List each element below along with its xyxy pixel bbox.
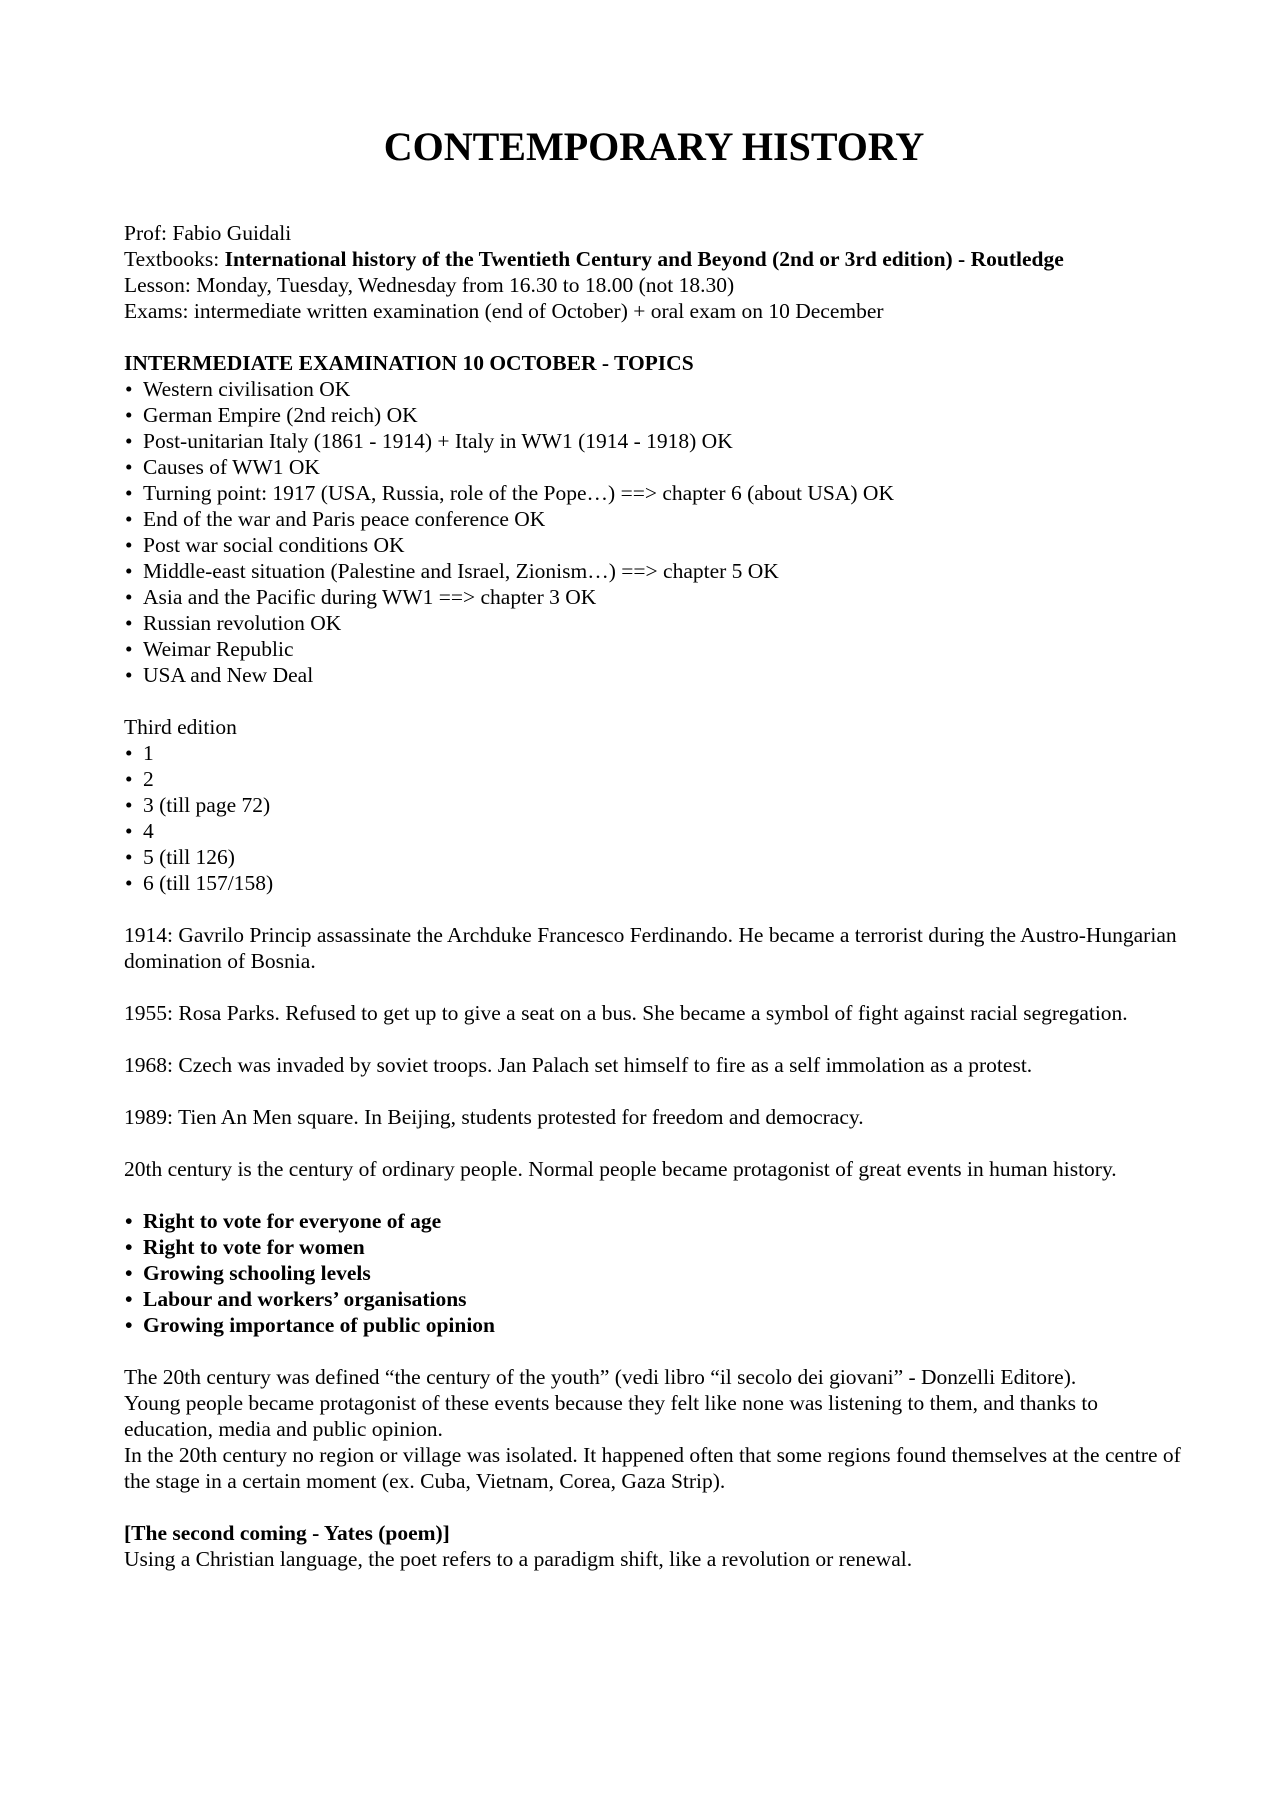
rights-item: • Right to vote for everyone of age — [124, 1208, 1184, 1234]
rights-item: • Growing importance of public opinion — [124, 1312, 1184, 1338]
textbooks-line — [124, 246, 1184, 272]
textbooks-value: International history of the Twentieth Century and Beyond (2nd or 3rd edition) - Routledge — [224, 247, 1064, 271]
topic-item: • German Empire (2nd reich) OK — [124, 402, 1184, 428]
spacer — [124, 896, 1184, 922]
topic-item: • Weimar Republic — [124, 636, 1184, 662]
third-edition-heading: Third edition — [124, 715, 237, 739]
topic-item: • Russian revolution OK — [124, 610, 1184, 636]
poem-text: Using a Christian language, the poet refers to a paradigm shift, like a revolution or renewal. — [124, 1547, 913, 1571]
page-title: CONTEMPORARY HISTORY — [383, 124, 925, 169]
document-content — [124, 118, 1184, 1572]
third-edition-section — [124, 714, 1184, 896]
course-info — [124, 220, 1184, 324]
spacer — [124, 1338, 1184, 1364]
rights-item: • Labour and workers’ organisations — [124, 1286, 1184, 1312]
spacer — [124, 1130, 1184, 1156]
textbooks-label: Textbooks: — [124, 247, 225, 271]
chapter-item: • 1 — [124, 740, 1184, 766]
poem-section — [124, 1520, 1184, 1572]
poem-heading: [The second coming - Yates (poem)] — [124, 1521, 450, 1545]
century-paragraph: 20th century is the century of ordinary people. Normal people became protagonist of great events in human history. — [124, 1157, 1117, 1181]
youth-paragraph-1: The 20th century was defined “the century of the youth” (vedi libro “il secolo dei giovani” - Donzelli Editore). — [124, 1365, 1077, 1389]
chapter-item: • 4 — [124, 818, 1184, 844]
event-paragraph-1955: 1955: Rosa Parks. Refused to get up to give a seat on a bus. She became a symbol of fight against racial segregation. — [124, 1001, 1128, 1025]
event-paragraph-1989: 1989: Tien An Men square. In Beijing, students protested for freedom and democracy. — [124, 1105, 864, 1129]
chapter-item: • 3 (till page 72) — [124, 792, 1184, 818]
rights-item: • Right to vote for women — [124, 1234, 1184, 1260]
topics-section — [124, 350, 1184, 688]
topics-list — [124, 376, 1184, 688]
spacer — [124, 324, 1184, 350]
topic-item: • Western civilisation OK — [124, 376, 1184, 402]
event-paragraph-1914: 1914: Gavrilo Princip assassinate the Archduke Francesco Ferdinando. He became a terrorist during the Austro-Hungarian domination of Bosnia. — [124, 923, 1177, 973]
topic-item: • USA and New Deal — [124, 662, 1184, 688]
youth-paragraph-2: Young people became protagonist of these events because they felt like none was listening to them, and thanks to education, media and public opinion. — [124, 1391, 1099, 1441]
spacer — [124, 974, 1184, 1000]
chapter-item: • 2 — [124, 766, 1184, 792]
spacer — [124, 1182, 1184, 1208]
spacer — [124, 688, 1184, 714]
spacer — [124, 1494, 1184, 1520]
topic-item: • End of the war and Paris peace conference OK — [124, 506, 1184, 532]
exams-line: Exams: intermediate written examination (end of October) + oral exam on 10 December — [124, 299, 884, 323]
chapter-item: • 6 (till 157/158) — [124, 870, 1184, 896]
topic-item: • Turning point: 1917 (USA, Russia, role of the Pope…) ==> chapter 6 (about USA) OK — [124, 480, 1184, 506]
topic-item: • Post war social conditions OK — [124, 532, 1184, 558]
spacer — [124, 1026, 1184, 1052]
topic-item: • Post-unitarian Italy (1861 - 1914) + Italy in WW1 (1914 - 1918) OK — [124, 428, 1184, 454]
chapters-list — [124, 740, 1184, 896]
topic-item: • Middle-east situation (Palestine and Israel, Zionism…) ==> chapter 5 OK — [124, 558, 1184, 584]
topics-heading: INTERMEDIATE EXAMINATION 10 OCTOBER - TOPICS — [124, 351, 694, 375]
chapter-item: • 5 (till 126) — [124, 844, 1184, 870]
lesson-line: Lesson: Monday, Tuesday, Wednesday from 16.30 to 18.00 (not 18.30) — [124, 273, 735, 297]
event-paragraph-1968: 1968: Czech was invaded by soviet troops. Jan Palach set himself to fire as a self immolation as a protest. — [124, 1053, 1033, 1077]
topic-item: • Causes of WW1 OK — [124, 454, 1184, 480]
youth-section — [124, 1364, 1184, 1494]
professor-line: Prof: Fabio Guidali — [124, 221, 292, 245]
youth-paragraph-3: In the 20th century no region or village was isolated. It happened often that some regions found themselves at the centre of the stage in a certain moment (ex. Cuba, Vietnam, Corea, Gaza Strip). — [124, 1443, 1181, 1493]
rights-item: • Growing schooling levels — [124, 1260, 1184, 1286]
rights-list — [124, 1208, 1184, 1338]
spacer — [124, 1078, 1184, 1104]
topic-item: • Asia and the Pacific during WW1 ==> chapter 3 OK — [124, 584, 1184, 610]
